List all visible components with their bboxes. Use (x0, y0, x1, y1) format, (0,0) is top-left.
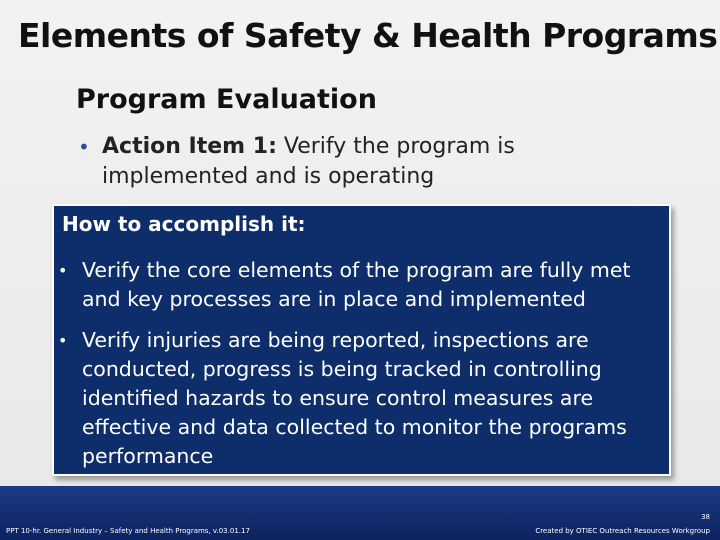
box-list-item-text: Verify the core elements of the program are fully met and key processes are in place and implemented (82, 258, 631, 311)
action-item-text (102, 132, 638, 192)
page-number: 38 (701, 513, 710, 521)
bullet-icon: • (58, 331, 68, 350)
footer-credit: Created by OTIEC Outreach Resources Workgroup (535, 527, 710, 535)
how-to-box (52, 204, 671, 476)
box-list-item-text: Verify injuries are being reported, inspections are conducted, progress is being tracked in controlling identified hazards to ensure control measures are effective and data collected to monitor the programs performance (82, 328, 627, 468)
action-item-label: Action Item 1: (102, 134, 277, 159)
slide-subtitle: Program Evaluation (76, 84, 377, 115)
box-list-item (58, 256, 654, 314)
footer-bar (0, 486, 720, 540)
action-item-description: Verify the program is implemented and is operating (102, 134, 515, 189)
slide-title: Elements of Safety & Health Programs (18, 16, 718, 55)
bullet-icon: • (78, 135, 90, 159)
action-item (78, 132, 638, 192)
box-heading: How to accomplish it: (62, 212, 306, 236)
box-list-item (58, 326, 654, 471)
bullet-icon: • (58, 261, 68, 280)
footer-course-info: PPT 10-hr. General Industry – Safety and Health Programs, v.03.01.17 (6, 527, 250, 535)
